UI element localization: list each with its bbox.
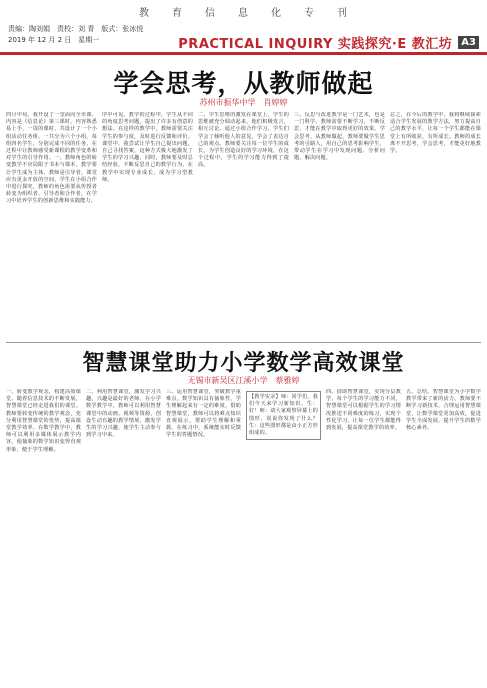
article1-paragraph: 序中可见，教学的过程中，学生从不同的角度思考问题，提出了许多有创意的想法。在这样的教学中，教师需要关注学生的参与度，及时进行反馈和评价。课堂中，我尝试让学生自己提出问题，自己寻找答案，这种方式极大地激发了学生的学习兴趣。同时，教师要及时总结经验，不断反思自己的教学行为，在教学中实现专业成长，成为学习型教师。: [102, 112, 193, 183]
masthead-char: 教: [139, 8, 150, 19]
section-title: PRACTICAL INQUIRY 实践探究·E 教汇坊: [178, 37, 453, 52]
article2-column: [406, 389, 481, 685]
article1-paragraph: 四月中旬，我开设了一堂面向全市课，内容是《信息论》第三课时。内容熟悉易上手，一周的课时，共设计了一个小组活动任务组，一共分为六个小组，每组四名学生，分别完成不同的任务，在过程中让教师感受新课程的教学变革和对学生的引导作用。一、教师角色的转变教学不应局限于书本与课本。教学要让学生成为主体，教师是引导者，课堂应有更多开放的空间。学生在小组合作中进行探究，教师的角色需要从传授者转变为组织者、引导者和合作者，在学习中培养学生的创新思维和实践能力。: [6, 112, 97, 205]
article2-column: [86, 389, 161, 685]
article2-column: [6, 389, 81, 685]
article-divider: [6, 342, 481, 343]
masthead-char: 息: [238, 8, 249, 19]
editor-line: 责编：陶刘娟 责校：刘 青 版式：张冰悦: [8, 25, 144, 33]
masthead-char: 专: [304, 8, 315, 19]
masthead-char: 信: [205, 8, 216, 19]
article2-column: [326, 389, 401, 685]
article1-paragraph: 二、学生思维的激发在课堂上，学生的思维被充分调动起来，他们积极发言，相互讨论。通过小组合作学习，学生们学会了倾听他人的意见，学会了表达自己的观点。教师要关注每一位学生的成长，为学生创造良好的学习环境，在这个过程中，学生的学习能力得到了提高。: [198, 112, 289, 169]
article2-paragraph: 五、总结。智慧课堂为小学数学教学带来了新的活力，教师要不断学习新技术，合理运用智慧课堂，让数学课堂更加高效，促进学生全面发展，提升学生的数学核心素养。: [406, 389, 481, 432]
page-number-badge: A3: [458, 36, 479, 49]
article2-title: 智慧课堂助力小学数学高效课堂: [82, 351, 405, 376]
article2-paragraph: 一、转变教学观念，构建高效课堂。随着信息技术的不断发展，智慧课堂已经走进我们的课堂。教师要转变传统的教学观念，充分利用智慧课堂的优势，提高课堂教学效率。在数学教学中，教师可以利用多媒体展示教学内容，使抽象的数学知识变得直观形象，便于学生理解。: [6, 389, 81, 453]
article2-paragraph: 四、借助智慧课堂，实现分层教学。每个学生的学习能力不同，智慧课堂可以根据学生的学习情况推送不同难度的练习，实现个性化学习，让每一位学生都能得到发展，提高课堂教学的效率。: [326, 389, 401, 432]
page-header: [0, 0, 487, 60]
editor-credits: [8, 24, 143, 46]
article1-paragraph: 总之，在今后的教学中，我将继续探索适合学生发展的教学方法，努力提高自己的教学水平，让每一个学生都能在课堂上有所收获，有所成长。教师的成长离不开思考，学会思考，才能更好地教学。: [390, 112, 481, 155]
article1-column: [294, 112, 385, 340]
article2-paragraph: 【教学实录】师：同学们，我们今天来学习新知识。生：好！师：请大家观察屏幕上的图形，说说你发现了什么？生：这些图形都是由小正方形组成的。: [249, 394, 318, 437]
article2-paragraph: 三、运用智慧课堂，突破教学重难点。数学知识具有抽象性，学生理解起来有一定的难度。借助智慧课堂，教师可以将难点知识直观展示，帮助学生理解和掌握。在练习中，系统能实时反馈学生的答题情况。: [166, 389, 241, 439]
article2-body: [6, 389, 481, 685]
masthead-char: 化: [271, 8, 282, 19]
article1-body: [6, 112, 481, 340]
article1-title: 学会思考，从教师做起: [113, 69, 374, 98]
article1-column: [102, 112, 193, 340]
article1-column: [390, 112, 481, 340]
section-tag: [178, 33, 479, 52]
masthead-char: 刊: [337, 8, 348, 19]
article1-column: [6, 112, 97, 340]
article2-column: [246, 389, 321, 685]
article2-column: [166, 389, 241, 685]
masthead-char: 育: [172, 8, 183, 19]
article2-byline: 无锡市新吴区江溪小学 蔡雅婷: [187, 376, 300, 385]
lesson-record-box: [246, 391, 321, 440]
article1-column: [198, 112, 289, 340]
date-line: 2019 年 12 月 2 日 星期一: [8, 36, 100, 44]
header-rule: [0, 52, 487, 55]
article1-byline: 苏州市振华中学 肖婷婷: [199, 98, 288, 107]
article1-paragraph: 三、反思与改进教学是一门艺术，也是一门科学。教师需要不断学习，不断反思，才能在教学中取得更好的效果。学会思考，从教师做起，教师要做学生思考的引路人，用自己的思考影响学生，带动学生在学习中发现问题、分析问题、解决问题。: [294, 112, 385, 162]
article2-paragraph: 二、利用智慧课堂，激发学习兴趣。兴趣是最好的老师。在小学数学教学中，教师可以利用智慧课堂中的动画、视频等资源，创设生动有趣的教学情境，激发学生的学习兴趣，使学生主动参与到学习中来。: [86, 389, 161, 439]
masthead: [0, 4, 487, 22]
